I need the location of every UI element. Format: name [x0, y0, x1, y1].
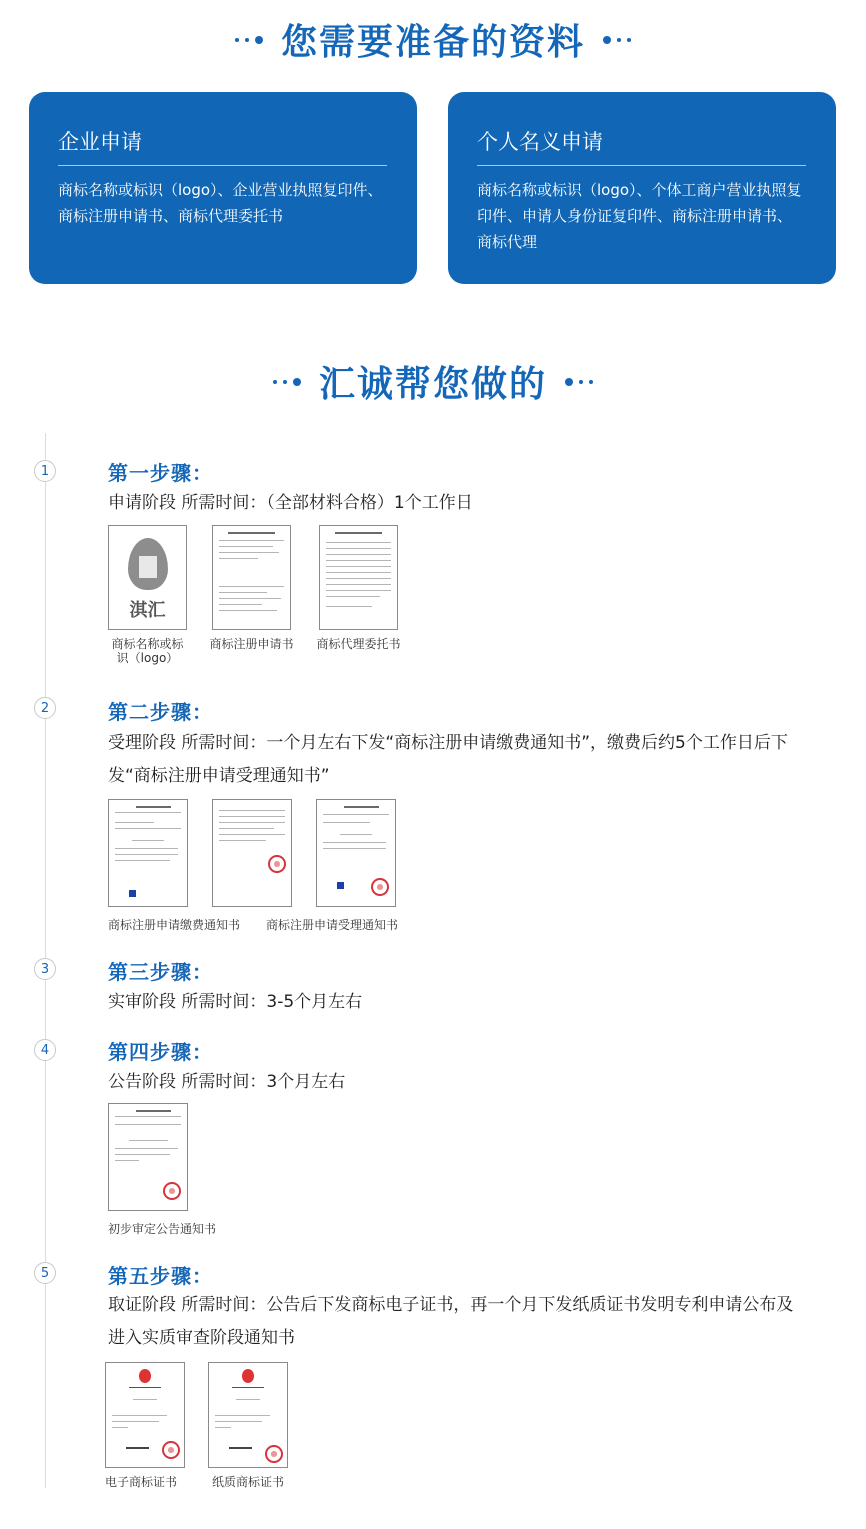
card-body: 商标名称或标识（logo）、个体工商户营业执照复印件、申请人身份证复印件、商标注册申请书、商标代理	[477, 181, 802, 251]
document-thumbnail	[319, 525, 398, 630]
document-thumbnail	[316, 799, 396, 907]
certificate-thumbnail	[208, 1362, 288, 1468]
step-number-badge: 3	[34, 958, 56, 980]
image-caption: 纸质商标证书	[212, 1475, 285, 1489]
step-description: 申请阶段 所需时间：（全部材料合格）1个工作日	[108, 493, 473, 513]
image-caption: 商标注册申请缴费通知书	[108, 918, 241, 932]
document-thumbnail	[108, 799, 188, 907]
section-title-materials	[0, 14, 866, 65]
image-caption: 电子商标证书	[105, 1475, 178, 1489]
document-thumbnail	[212, 525, 291, 630]
logo-sample-image	[108, 525, 187, 630]
card-title: 个人名义申请	[477, 128, 806, 166]
certificate-thumbnail	[105, 1362, 185, 1468]
image-caption: 商标名称或标识（logo）	[111, 637, 184, 665]
dots-decoration-left	[273, 378, 301, 386]
step-title: 第二步骤：	[108, 700, 213, 724]
section-heading: 汇诚帮您做的	[318, 364, 547, 405]
step-number-badge: 4	[34, 1039, 56, 1061]
section-heading: 您需要准备的资料	[280, 22, 585, 63]
image-caption: 商标注册申请受理通知书	[266, 918, 399, 932]
section-title-services	[0, 356, 866, 407]
step-title: 第五步骤：	[108, 1264, 213, 1288]
card-title: 企业申请	[58, 128, 387, 166]
step-title: 第一步骤：	[108, 461, 213, 485]
image-caption: 初步审定公告通知书	[108, 1222, 217, 1236]
step-title: 第四步骤：	[108, 1040, 213, 1064]
step-description: 取证阶段 所需时间：公告后下发商标电子证书，再一个月下发纸质证书发明专利申请公布及进入实质审查阶段通知书	[108, 1295, 794, 1348]
step-number-badge: 1	[34, 460, 56, 482]
step-description: 公告阶段 所需时间：3个月左右	[108, 1072, 346, 1092]
image-caption: 商标代理委托书	[316, 637, 401, 651]
step-number-badge: 5	[34, 1262, 56, 1284]
card-individual	[448, 92, 836, 284]
document-thumbnail	[108, 1103, 188, 1211]
logo-text: 淇汇	[129, 600, 166, 621]
dots-decoration-right	[603, 36, 631, 44]
dots-decoration-left	[235, 36, 263, 44]
logo-emblem-icon	[128, 538, 168, 590]
card-body: 商标名称或标识（logo）、企业营业执照复印件、商标注册申请书、商标代理委托书	[58, 181, 383, 225]
step-title: 第三步骤：	[108, 960, 213, 984]
step-number-badge: 2	[34, 697, 56, 719]
step-description: 实审阶段 所需时间：3-5个月左右	[108, 992, 363, 1012]
image-caption: 商标注册申请书	[209, 637, 294, 651]
step-description: 受理阶段 所需时间：一个月左右下发“商标注册申请缴费通知书”，缴费后约5个工作日后下发“商标注册申请受理通知书”	[108, 733, 788, 786]
card-enterprise	[29, 92, 417, 284]
dots-decoration-right	[565, 378, 593, 386]
document-thumbnail	[212, 799, 292, 907]
